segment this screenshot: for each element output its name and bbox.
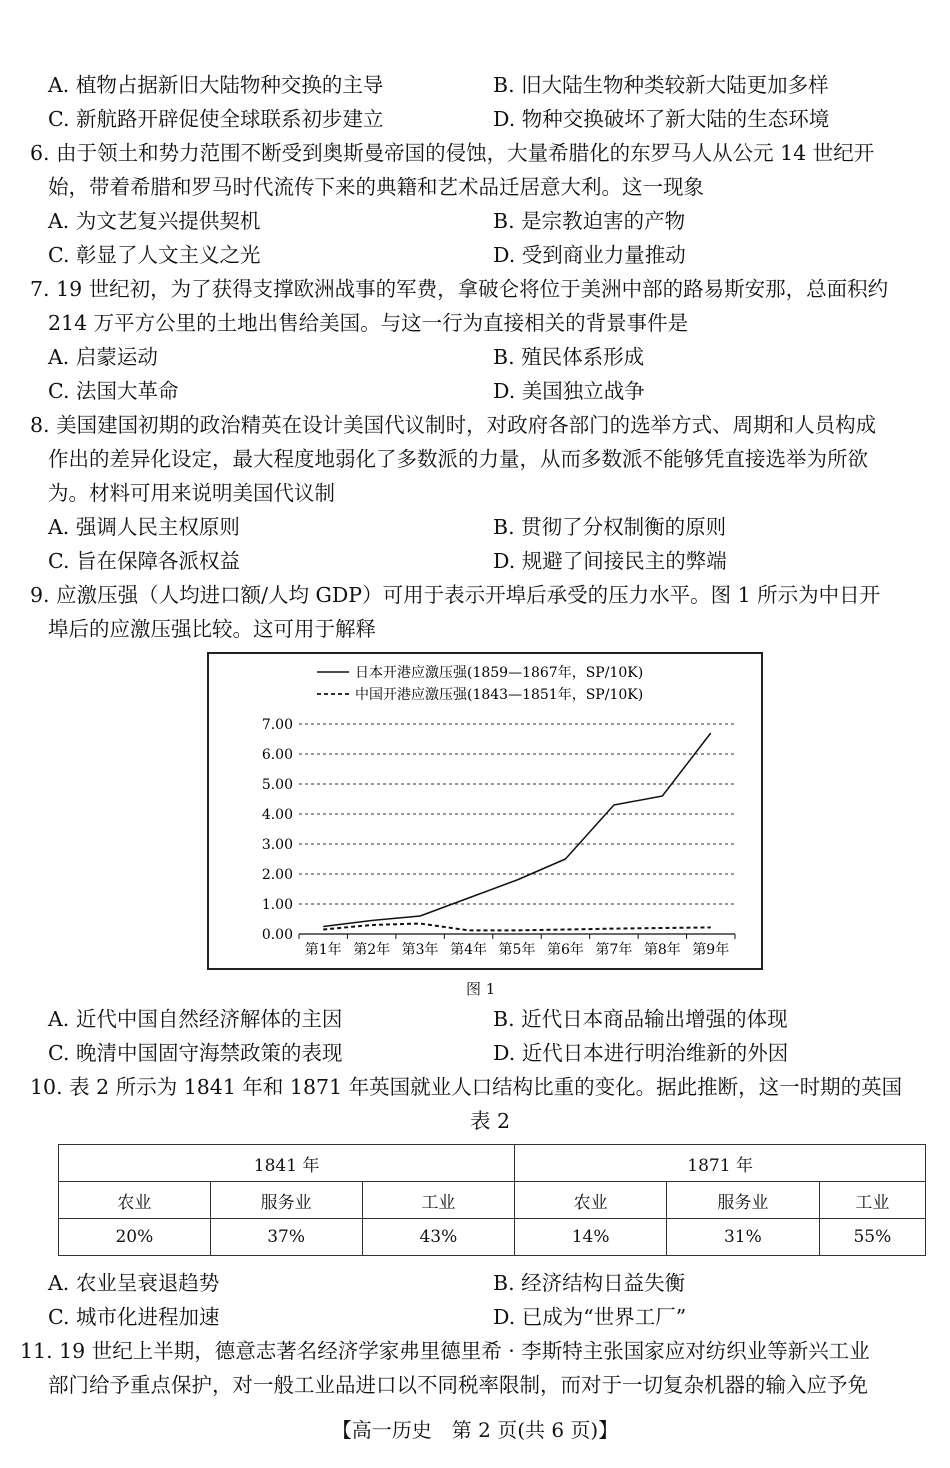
q7-stem-line2: 214 万平方公里的土地出售给美国。与这一行为直接相关的背景事件是 xyxy=(48,311,689,335)
q8-stem-line1: 8. 美国建国初期的政治精英在设计美国代议制时，对政府各部门的选举方式、周期和人员构成 xyxy=(30,413,877,437)
q10-stem-line1: 10. 表 2 所示为 1841 年和 1871 年英国就业人口结构比重的变化。据此推断，这一时期的英国 xyxy=(30,1075,903,1099)
q6-stem-line1: 6. 由于领土和势力范围不断受到奥斯曼帝国的侵蚀，大量希腊化的东罗马人从公元 14 世纪开 xyxy=(30,141,875,165)
y-tick-label: 4.00 xyxy=(261,807,293,823)
y-tick-label: 7.00 xyxy=(261,717,293,733)
q7-option-b: B. 殖民体系形成 xyxy=(493,345,645,369)
table-year-1841: 1841 年 xyxy=(59,1145,515,1182)
q9-stem-line2: 埠后的应激压强比较。这可用于解释 xyxy=(48,617,376,641)
x-tick-label: 第2年 xyxy=(353,942,391,958)
q11-stem-line1: 11. 19 世纪上半期，德意志著名经济学家弗里德里希 · 李斯特主张国家应对纺织业等新兴工业 xyxy=(20,1339,870,1363)
q7-option-d: D. 美国独立战争 xyxy=(493,379,645,403)
table-header-cell: 工业 xyxy=(362,1182,515,1219)
chart-svg xyxy=(209,654,761,968)
q9-option-a: A. 近代中国自然经济解体的主因 xyxy=(48,1007,343,1031)
table-year-1871: 1871 年 xyxy=(515,1145,926,1182)
x-tick-label: 第7年 xyxy=(595,942,633,958)
q8-option-d: D. 规避了间接民主的弊端 xyxy=(493,549,727,573)
q5-option-c: C. 新航路开辟促使全球联系初步建立 xyxy=(48,107,384,131)
q10-option-d: D. 已成为“世界工厂” xyxy=(493,1305,687,1329)
table-cell: 43% xyxy=(362,1219,515,1256)
q7-option-a: A. 启蒙运动 xyxy=(48,345,158,369)
table-cell: 20% xyxy=(59,1219,211,1256)
figure-1-chart xyxy=(207,652,763,970)
q10-option-a: A. 农业呈衰退趋势 xyxy=(48,1271,220,1295)
q8-stem-line3: 为。材料可用来说明美国代议制 xyxy=(48,481,335,505)
table-2 xyxy=(58,1144,926,1256)
table-header-cell: 服务业 xyxy=(666,1182,819,1219)
q8-option-c: C. 旨在保障各派权益 xyxy=(48,549,240,573)
y-tick-label: 1.00 xyxy=(261,897,293,913)
q5-option-a: A. 植物占据新旧大陆物种交换的主导 xyxy=(48,73,384,97)
x-tick-label: 第6年 xyxy=(546,942,584,958)
q7-stem-line1: 7. 19 世纪初，为了获得支撑欧洲战事的军费，拿破仑将位于美洲中部的路易斯安那，总面积约 xyxy=(30,277,889,301)
table-cell: 14% xyxy=(515,1219,667,1256)
table-cell: 37% xyxy=(210,1219,362,1256)
table-header-cell: 服务业 xyxy=(210,1182,362,1219)
y-tick-label: 3.00 xyxy=(261,837,293,853)
q9-option-b: B. 近代日本商品输出增强的体现 xyxy=(493,1007,788,1031)
y-tick-label: 2.00 xyxy=(261,867,293,883)
x-tick-label: 第1年 xyxy=(304,942,342,958)
y-tick-label: 0.00 xyxy=(261,927,293,943)
legend-china-label: 中国开港应激压强(1843—1851年，SP/10K) xyxy=(355,687,644,703)
table-cell: 55% xyxy=(819,1219,925,1256)
q10-option-b: B. 经济结构日益失衡 xyxy=(493,1271,686,1295)
y-tick-label: 6.00 xyxy=(261,747,293,763)
chart-legend xyxy=(317,664,643,703)
x-tick-label: 第9年 xyxy=(692,942,730,958)
x-tick-label: 第4年 xyxy=(450,942,488,958)
q9-option-c: C. 晚清中国固守海禁政策的表现 xyxy=(48,1041,343,1065)
q6-option-d: D. 受到商业力量推动 xyxy=(493,243,686,267)
q9-option-d: D. 近代日本进行明治维新的外因 xyxy=(493,1041,789,1065)
q5-option-d: D. 物种交换破坏了新大陆的生态环境 xyxy=(493,107,830,131)
q10-option-c: C. 城市化进程加速 xyxy=(48,1305,220,1329)
series-line-japan xyxy=(323,733,711,927)
q6-option-b: B. 是宗教迫害的产物 xyxy=(493,209,686,233)
table-2-title: 表 2 xyxy=(470,1109,511,1133)
table-row xyxy=(59,1219,926,1256)
x-tick-label: 第3年 xyxy=(401,942,439,958)
series-line-china xyxy=(323,924,711,931)
page-footer: 【高一历史 第 2 页(共 6 页)】 xyxy=(331,1418,619,1442)
q5-option-b: B. 旧大陆生物种类较新大陆更加多样 xyxy=(493,73,829,97)
legend-japan-label: 日本开港应激压强(1859—1867年，SP/10K) xyxy=(355,665,644,681)
q8-option-a: A. 强调人民主权原则 xyxy=(48,515,240,539)
q8-stem-line2: 作出的差异化设定，最大程度地弱化了多数派的力量，从而多数派不能够凭直接选举为所欲 xyxy=(48,447,868,471)
q6-option-c: C. 彰显了人文主义之光 xyxy=(48,243,261,267)
q8-option-b: B. 贯彻了分权制衡的原则 xyxy=(493,515,727,539)
q7-option-c: C. 法国大革命 xyxy=(48,379,179,403)
table-header-cell: 农业 xyxy=(515,1182,667,1219)
q6-stem-line2: 始，带着希腊和罗马时代流传下来的典籍和艺术品迁居意大利。这一现象 xyxy=(48,175,704,199)
q11-stem-line2: 部门给予重点保护，对一般工业品进口以不同税率限制，而对于一切复杂机器的输入应予免 xyxy=(48,1373,868,1397)
y-tick-label: 5.00 xyxy=(261,777,293,793)
x-tick-label: 第5年 xyxy=(498,942,536,958)
table-cell: 31% xyxy=(666,1219,819,1256)
q6-option-a: A. 为文艺复兴提供契机 xyxy=(48,209,261,233)
q9-stem-line1: 9. 应激压强（人均进口额/人均 GDP）可用于表示开埠后承受的压力水平。图 1 所示为中日开 xyxy=(30,583,881,607)
table-header-cell: 农业 xyxy=(59,1182,211,1219)
table-header-cell: 工业 xyxy=(819,1182,925,1219)
figure-1-caption: 图 1 xyxy=(466,980,496,998)
table-header-row xyxy=(59,1182,926,1219)
x-tick-label: 第8年 xyxy=(643,942,681,958)
